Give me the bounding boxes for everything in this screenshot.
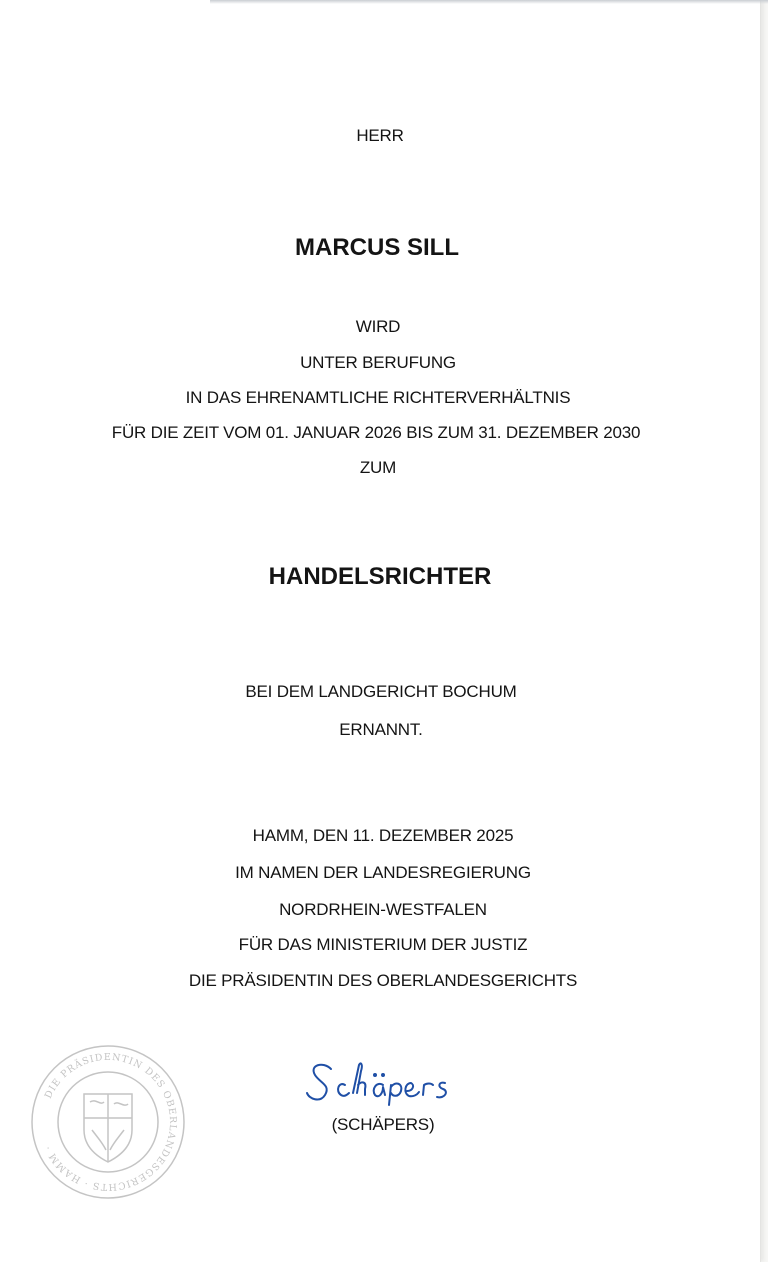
body-line: UNTER BERUFUNG bbox=[300, 353, 456, 372]
closing-line: FÜR DAS MINISTERIUM DER JUSTIZ bbox=[238, 935, 528, 954]
seal-text: DIE PRÄSIDENTIN DES OBERLANDESGERICHTS · HAMM · bbox=[42, 1051, 179, 1193]
body-line: WIRD bbox=[355, 317, 401, 336]
body-line: ZUM bbox=[359, 458, 397, 477]
closing-line: IM NAMEN DER LANDESREGIERUNG bbox=[235, 863, 531, 882]
embossed-seal bbox=[28, 1042, 188, 1202]
closing-line: DIE PRÄSIDENTIN DES OBERLANDESGERICHTS bbox=[188, 971, 578, 990]
court-line: BEI DEM LANDGERICHT BOCHUM bbox=[245, 682, 517, 701]
paper-top-edge bbox=[210, 0, 768, 4]
signature-image bbox=[305, 1055, 455, 1107]
court-line: ERNANNT. bbox=[339, 720, 423, 739]
salutation: HERR bbox=[356, 126, 404, 145]
body-line: IN DAS EHRENAMTLICHE RICHTERVERHÄLTNIS bbox=[185, 388, 571, 407]
appointee-name: MARCUS SILL bbox=[295, 234, 459, 261]
closing-line: HAMM, DEN 11. DEZEMBER 2025 bbox=[252, 826, 514, 845]
closing-line: NORDRHEIN-WESTFALEN bbox=[279, 900, 487, 919]
appointment-title: HANDELSRICHTER bbox=[268, 563, 492, 590]
body-line: FÜR DIE ZEIT VOM 01. JANUAR 2026 BIS ZUM 31. DEZEMBER 2030 bbox=[111, 423, 641, 442]
signatory-name: (SCHÄPERS) bbox=[331, 1115, 435, 1134]
